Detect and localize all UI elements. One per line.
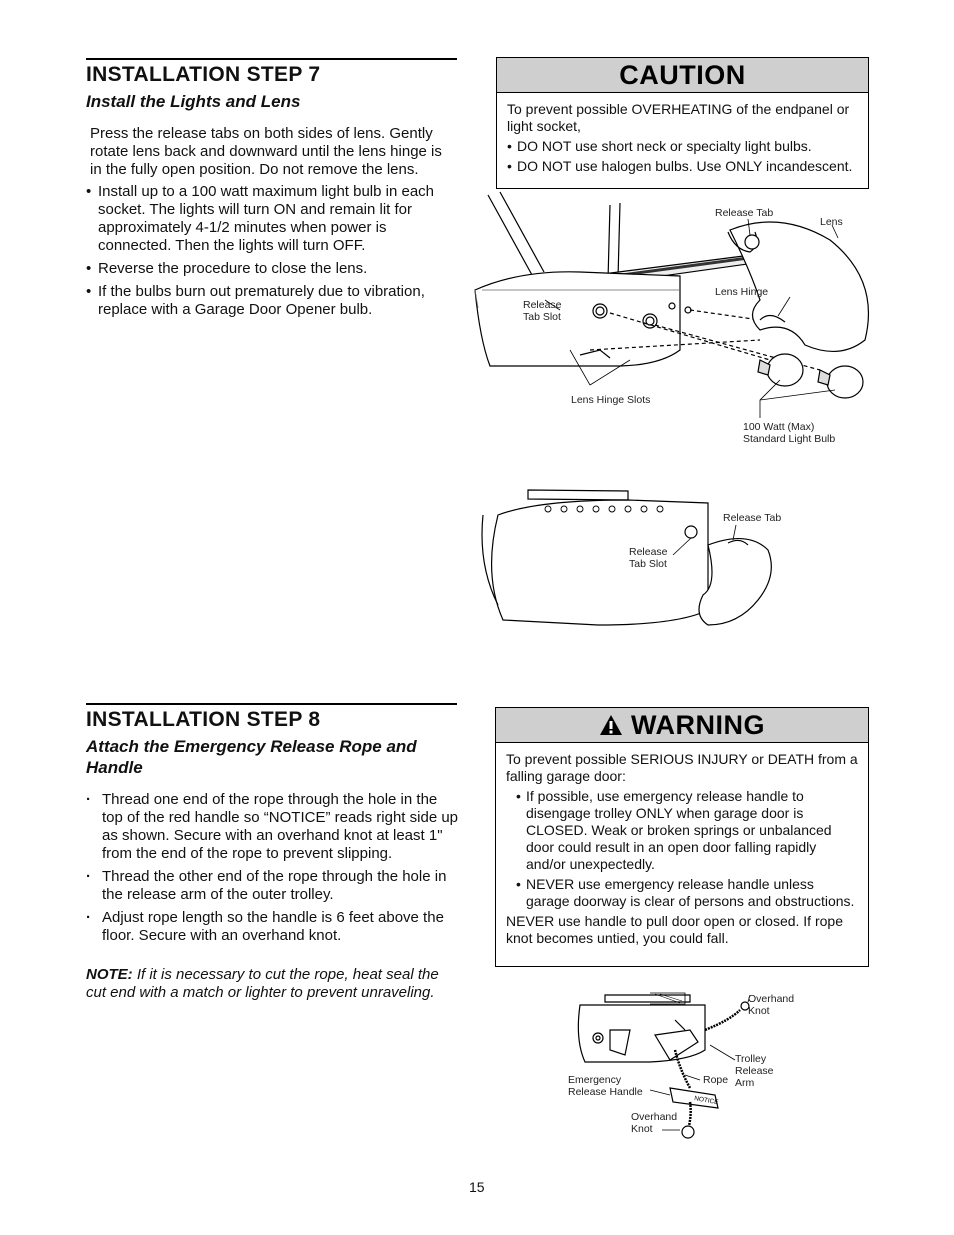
step8-note [86, 966, 446, 1002]
fig3-label-rope: Rope [703, 1074, 729, 1086]
list-item: • Install up to a 100 watt maximum light bulb in each socket. The lights will turn ON and remain lit for approximately 4-1/2 minutes when power is connected. Then the lights will turn OFF. [86, 183, 456, 255]
caution-title: CAUTION [619, 59, 746, 90]
warning-box [495, 707, 869, 967]
page-number: 15 [469, 1179, 485, 1195]
note-label: NOTE: [86, 966, 133, 983]
fig1-label-lens-hinge-slots: Lens Hinge Slots [571, 394, 651, 406]
list-item: · Thread one end of the rope through the hole in the top of the red handle so “NOTICE” reads right side up as shown. Secure with an overhand knot at least 1" from the end of the rope to prevent slipping. [86, 791, 458, 863]
fig2-label-release-tab: Release Tab [723, 512, 782, 524]
warning-bullets [506, 788, 858, 910]
note-text: If it is necessary to cut the rope, heat seal the cut end with a match or lighter to prevent unraveling. [86, 966, 439, 1001]
step8-title: INSTALLATION STEP 8 [86, 708, 321, 731]
caution-intro: To prevent possible OVERHEATING of the endpanel or light socket, [507, 101, 850, 134]
warning-title: WARNING [631, 709, 765, 740]
fig3-label-trolley-release-arm: Trolley Release Arm [735, 1053, 774, 1089]
caution-bullets [507, 138, 858, 175]
step8-subtitle: Attach the Emergency Release Rope and Handle [86, 737, 417, 777]
step7-rule [86, 58, 457, 60]
step8-rule [86, 703, 457, 705]
fig1-label-release-tab-slot: Release Tab Slot [523, 299, 562, 323]
list-item: • DO NOT use halogen bulbs. Use ONLY incandescent. [507, 158, 858, 175]
fig1-label-release-tab: Release Tab [715, 207, 774, 219]
list-item: · Adjust rope length so the handle is 6 feet above the floor. Secure with an overhand knot. [86, 909, 458, 945]
warning-intro: To prevent possible SERIOUS INJURY or DEATH from a falling garage door: [506, 751, 858, 784]
caution-body [497, 93, 868, 186]
warning-triangle-icon [599, 714, 623, 736]
step8-bullets [86, 791, 458, 950]
step7-title: INSTALLATION STEP 7 [86, 63, 321, 86]
warning-closing: NEVER use handle to pull door open or closed. If rope knot becomes untied, you could fall. [506, 913, 843, 946]
fig1-label-lens-hinge: Lens Hinge [715, 286, 769, 298]
fig3-label-emergency-release-handle: Emergency Release Handle [568, 1074, 643, 1098]
fig2-label-release-tab-slot: Release Tab Slot [629, 546, 668, 570]
list-item: • DO NOT use short neck or specialty light bulbs. [507, 138, 858, 155]
step7-intro: Press the release tabs on both sides of lens. Gently rotate lens back and downward until the lens hinge is in the fully open position. Do not remove the lens. [90, 125, 442, 178]
step7-subtitle: Install the Lights and Lens [86, 92, 301, 111]
caution-header [497, 58, 868, 93]
list-item: • Reverse the procedure to close the lens. [86, 260, 456, 278]
caution-box [496, 57, 869, 189]
warning-header [496, 708, 868, 743]
list-item: • If the bulbs burn out prematurely due to vibration, replace with a Garage Door Opener bulb. [86, 283, 456, 319]
fig1-label-bulb: 100 Watt (Max) Standard Light Bulb [743, 421, 836, 445]
step7-bullets [86, 183, 456, 324]
warning-body [496, 743, 868, 958]
fig3-label-overhand-knot-top: Overhand Knot [748, 993, 795, 1017]
lens-closed-figure [478, 485, 778, 635]
list-item: • If possible, use emergency release handle to disengage trolley ONLY when garage door is CLOSED. Weak or broken springs or unbalanced door could result in an open door falling rapidly and/or unexpectedly. [516, 788, 858, 873]
fig1-label-lens: Lens [820, 216, 843, 228]
list-item: · Thread the other end of the rope through the hole in the release arm of the outer trolley. [86, 868, 458, 904]
list-item: • NEVER use emergency release handle unless garage doorway is clear of persons and obstructions. [516, 876, 858, 910]
notice-text: NOTICE [693, 1095, 720, 1107]
fig3-label-overhand-knot-bottom: Overhand Knot [631, 1111, 678, 1135]
